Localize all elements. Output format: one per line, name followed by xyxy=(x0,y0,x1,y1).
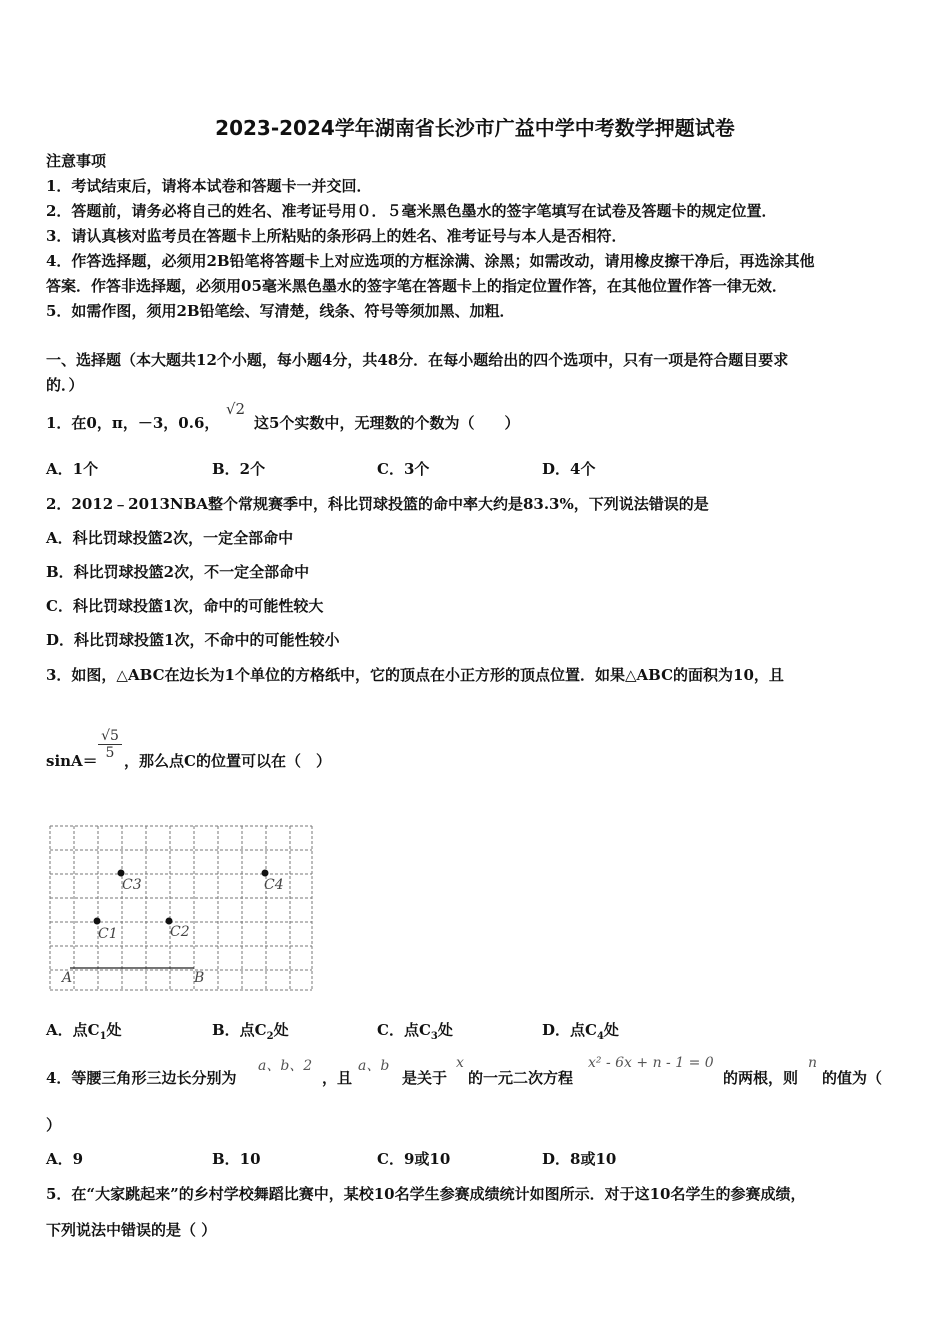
q1-option-c[interactable]: C．3个 xyxy=(377,460,430,478)
q3-option-b-post: 处 xyxy=(273,1021,289,1039)
notice-heading: 注意事项 xyxy=(46,152,107,170)
notice-item-2: 2．答题前，请务必将自己的姓名、准考证号用０．５毫米黑色墨水的签字笔填写在试卷及答题卡的规定位置． xyxy=(46,202,777,220)
q3-option-d-sub: 4 xyxy=(596,1031,604,1042)
grid-lines xyxy=(50,826,312,990)
notice-item-1: 1．考试结束后，请将本试卷和答题卡一并交回． xyxy=(46,177,372,195)
q3-option-d[interactable] xyxy=(542,1020,619,1047)
label-c2: C2 xyxy=(170,924,190,940)
q3-fraction xyxy=(98,728,122,761)
q3-option-a-pre: A．点C xyxy=(46,1021,100,1039)
notice-item-4: 4．作答选择题，必须用2B铅笔将答题卡上对应选项的方框涂满、涂黑；如需改动，请用橡皮擦干净后，再选涂其他 xyxy=(46,252,815,270)
q4-close-paren: ） xyxy=(46,1116,62,1134)
q3-option-d-post: 处 xyxy=(603,1021,619,1039)
q4-option-a[interactable]: A．9 xyxy=(46,1150,84,1168)
q3-frac-numerator: √5 xyxy=(101,728,119,744)
q3-sin-prefix: sinA＝ xyxy=(46,752,98,770)
label-c1: C1 xyxy=(98,926,118,942)
q4-stem-e: 的两根，则 xyxy=(723,1069,799,1087)
q4-option-b[interactable]: B．10 xyxy=(212,1150,261,1168)
q3-option-b-pre: B．点C xyxy=(212,1021,267,1039)
label-c3: C3 xyxy=(122,877,142,893)
q1-stem-a: 1．在0，π，－3，0.6， xyxy=(46,414,220,432)
point-c1 xyxy=(94,918,101,925)
q3-option-c-pre: C．点C xyxy=(377,1021,431,1039)
label-a: A xyxy=(62,970,73,986)
point-c4 xyxy=(262,870,269,877)
label-b: B xyxy=(194,970,205,986)
q2-option-c[interactable]: C．科比罚球投篮1次，命中的可能性较大 xyxy=(46,597,324,615)
q2-option-b[interactable]: B．科比罚球投篮2次，不一定全部命中 xyxy=(46,563,310,581)
notice-item-3: 3．请认真核对监考员在答题卡上所粘贴的条形码上的姓名、准考证号与本人是否相符． xyxy=(46,227,627,245)
q4-math-ab: a、b xyxy=(358,1058,390,1074)
q4-stem-a: 4．等腰三角形三边长分别为 xyxy=(46,1069,237,1087)
q1-option-d[interactable]: D．4个 xyxy=(542,460,596,478)
q5-stem: 5．在“大家跳起来”的乡村学校舞蹈比赛中，某校10名学生参赛成绩统计如图所示．对于这10名学生的参赛成绩， xyxy=(46,1185,806,1203)
q4-stem-b: ，且 xyxy=(322,1069,353,1087)
q2-option-a[interactable]: A．科比罚球投篮2次，一定全部命中 xyxy=(46,529,294,547)
q4-stem-f: 的值为（ xyxy=(822,1069,883,1087)
section-heading: 一、选择题（本大题共12个小题，每小题4分，共48分．在每小题给出的四个选项中，只有一项是符合题目要求 xyxy=(46,351,789,369)
q3-stem: 3．如图，△ABC在边长为1个单位的方格纸中，它的顶点在小正方形的顶点位置．如果△ABC的面积为10，且 xyxy=(46,666,784,684)
q3-sin-suffix: ，那么点C的位置可以在（ ） xyxy=(124,752,331,770)
q4-option-c[interactable]: C．9或10 xyxy=(377,1150,451,1168)
q3-grid-figure xyxy=(46,822,316,994)
q4-math-abc: a、b、2 xyxy=(258,1058,313,1074)
q3-option-a-sub: 1 xyxy=(99,1031,107,1042)
q3-option-d-pre: D．点C xyxy=(542,1021,597,1039)
q3-option-a-post: 处 xyxy=(106,1021,122,1039)
q1-option-a[interactable]: A．1个 xyxy=(46,460,99,478)
q2-option-d[interactable]: D．科比罚球投篮1次，不命中的可能性较小 xyxy=(46,631,340,649)
q3-option-c-sub: 3 xyxy=(430,1031,438,1042)
q1-option-b[interactable]: B．2个 xyxy=(212,460,266,478)
section-heading-cont: 的．） xyxy=(46,376,84,394)
point-c3 xyxy=(118,870,125,877)
q1-stem-b: 这5个实数中，无理数的个数为（ ） xyxy=(254,414,520,432)
q3-frac-denominator: 5 xyxy=(98,744,122,761)
q4-option-d[interactable]: D．8或10 xyxy=(542,1150,617,1168)
q4-math-x: x xyxy=(456,1055,464,1071)
notice-item-4-cont: 答案．作答非选择题，必须用05毫米黑色墨水的签字笔在答题卡上的指定位置作答，在其他位置作答一律无效． xyxy=(46,277,787,295)
q3-option-b[interactable] xyxy=(212,1020,289,1047)
q4-math-equation: x² - 6x + n - 1 = 0 xyxy=(588,1055,714,1071)
label-c4: C4 xyxy=(264,877,284,893)
q3-option-c-post: 处 xyxy=(437,1021,453,1039)
q4-stem-c: 是关于 xyxy=(402,1069,448,1087)
page-title: 2023-2024学年湖南省长沙市广益中学中考数学押题试卷 xyxy=(215,116,735,140)
q3-option-a[interactable] xyxy=(46,1020,122,1047)
q3-option-c[interactable] xyxy=(377,1020,453,1047)
q5-stem-cont: 下列说法中错误的是（ ） xyxy=(46,1221,217,1239)
q2-stem: 2．2012﹣2013NBA整个常规赛季中，科比罚球投篮的命中率大约是83.3%，下列说法错误的是 xyxy=(46,495,709,513)
notice-item-5: 5．如需作图，须用2B铅笔绘、写清楚，线条、符号等须加黑、加粗． xyxy=(46,302,515,320)
q4-stem-d: 的一元二次方程 xyxy=(468,1069,574,1087)
q3-option-b-sub: 2 xyxy=(266,1031,274,1042)
q1-sqrt2: √2 xyxy=(226,400,246,418)
q4-math-n: n xyxy=(808,1055,818,1071)
